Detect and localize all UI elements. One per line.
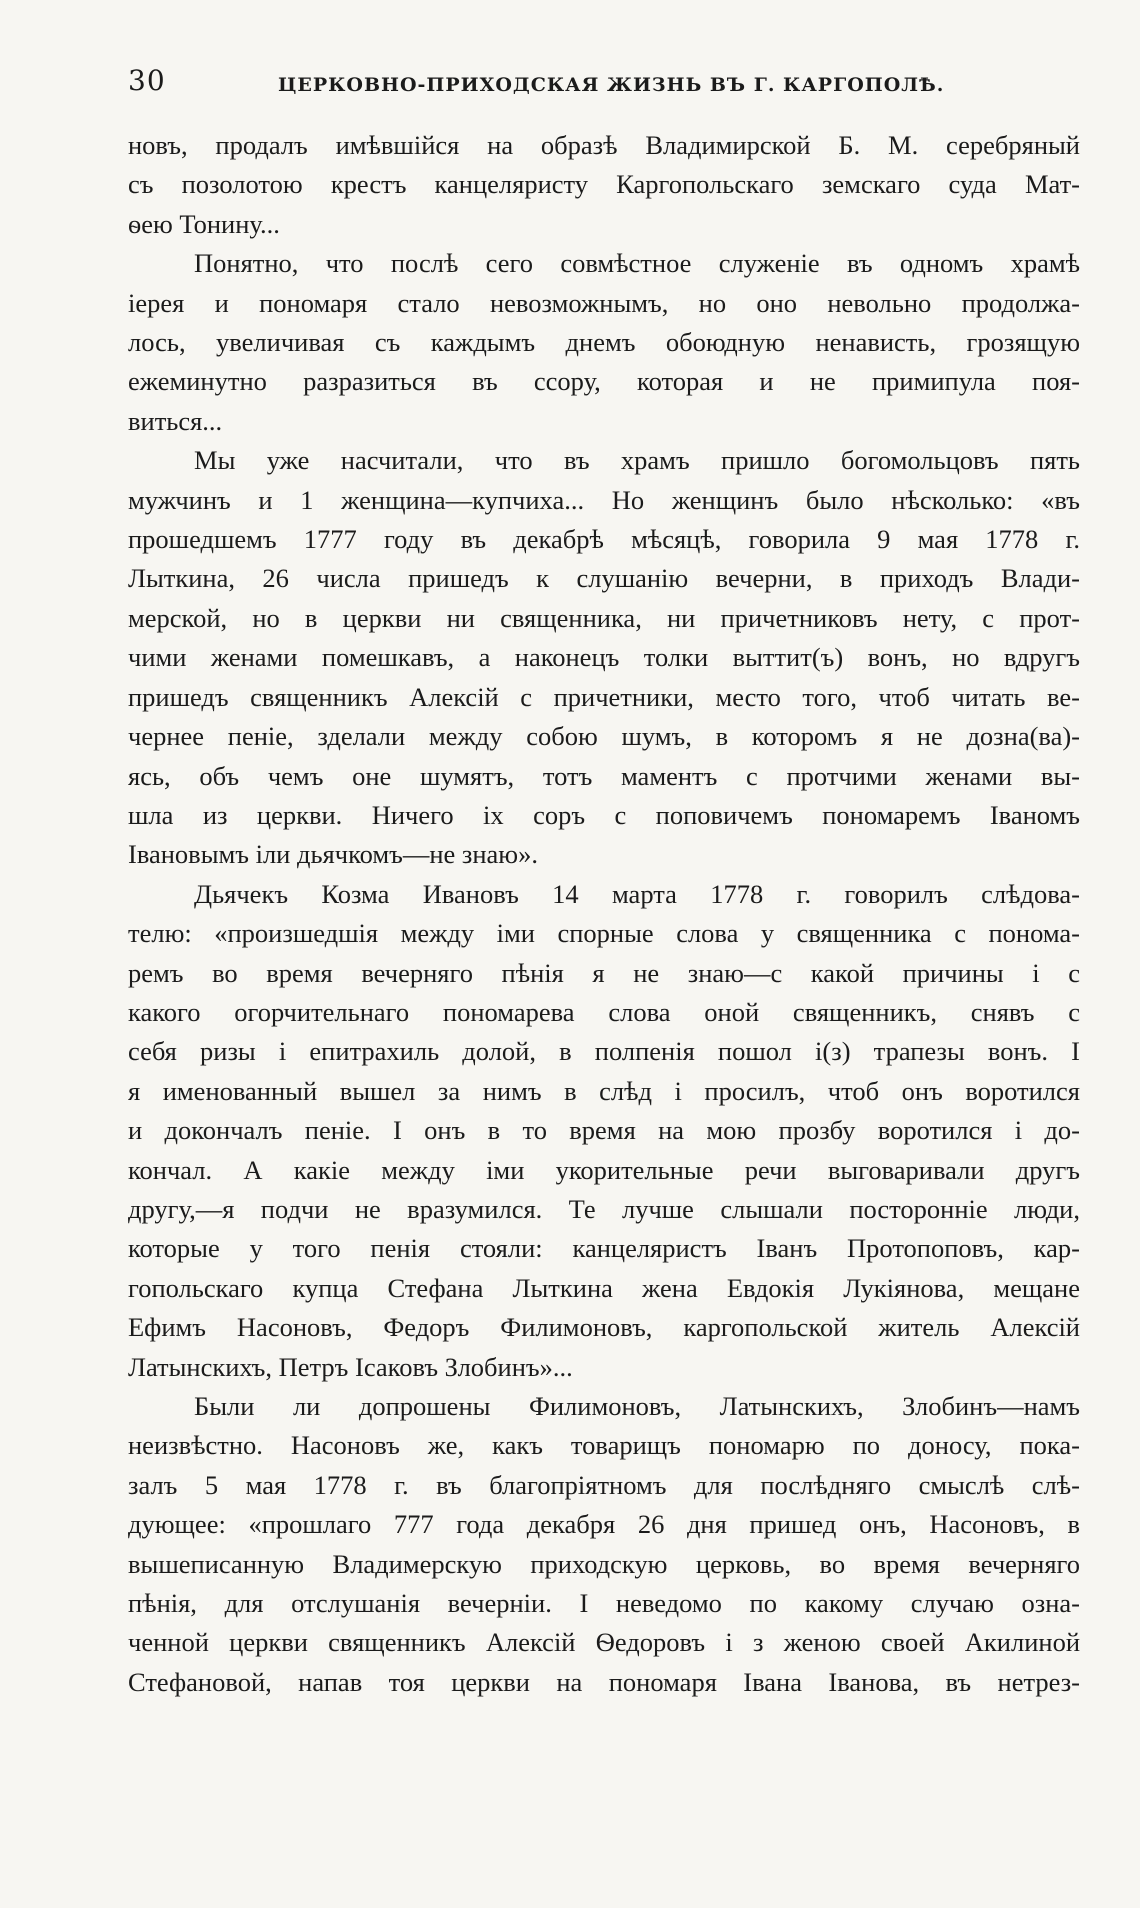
text-line: іерея и пономаря стало невозможнымъ, но оно невольно продолжа-	[128, 287, 1080, 318]
text-line: другу,—я подчи не вразумился. Те лучше слышали посторонніе люди,	[128, 1193, 1080, 1224]
text-line: лось, увеличивая съ каждымъ днемъ обоюдную ненависть, грозящую	[128, 327, 1080, 358]
text-line: себя ризы і епитрахиль долой, в полпенія пошол і(з) трапезы вонъ. І	[128, 1036, 1080, 1067]
text-line: шла из церкви. Ничего іх соръ с поповичемъ пономаремъ Іваномъ	[128, 799, 1080, 830]
running-title: ЦЕРКОВНО-ПРИХОДСКАЯ ЖИЗНЬ ВЪ Г. КАРГОПОЛѢ.	[278, 74, 945, 96]
paragraph	[128, 441, 1080, 874]
text-line: ченной церкви священникъ Алексій Ѳедоровъ і з женою своей Акилиной	[128, 1627, 1080, 1658]
text-line: съ позолотою крестъ канцеляристу Каргопольскаго земскаго суда Мат-	[128, 169, 1080, 200]
text-line: ремъ во время вечерняго пѣнія я не знаю—с какой причины і с	[128, 957, 1080, 988]
text-line: прошедшемъ 1777 году въ декабрѣ мѣсяцѣ, говорила 9 мая 1778 г.	[128, 524, 1080, 555]
text-line: телю: «произшедшія между іми спорные слова у священника с понома-	[128, 918, 1080, 949]
text-line: Латынскихъ, Петръ Ісаковъ Злобинъ»...	[128, 1351, 573, 1382]
book-page	[128, 64, 1080, 1864]
text-line: Стефановой, напав тоя церкви на пономаря Івана Іванова, въ нетрез-	[128, 1666, 1080, 1697]
text-line: чернее пеніе, зделали между собою шумъ, в которомъ я не дозна(ва)-	[128, 721, 1080, 752]
page-number: 30	[128, 64, 166, 97]
text-line: я именованный вышел за нимъ в слѣд і просилъ, чтоб онъ воротился	[128, 1075, 1080, 1106]
body-text	[128, 126, 1080, 1702]
text-line: неизвѣстно. Насоновъ же, какъ товарищъ пономарю по доносу, пока-	[128, 1430, 1080, 1461]
text-line: которые у того пенія стояли: канцеляристъ Іванъ Протопоповъ, кар-	[128, 1233, 1080, 1264]
text-line: кончал. А какіе между іми укорительные речи выговаривали другъ	[128, 1154, 1080, 1185]
text-line: Лыткина, 26 числа пришедъ к слушанію вечерни, в приходъ Влади-	[128, 563, 1080, 594]
text-line: пѣнія, для отслушанія вечерніи. І неведомо по какому случаю озна-	[128, 1588, 1080, 1619]
text-line: дующее: «прошлаго 777 года декабря 26 дня пришед онъ, Насоновъ, в	[128, 1509, 1080, 1540]
text-line: вышеписанную Владимерскую приходскую церковь, во время вечерняго	[128, 1548, 1080, 1579]
text-line: мерской, но в церкви ни священника, ни причетниковъ нету, с прот-	[128, 602, 1080, 633]
paragraph	[128, 875, 1080, 1387]
text-line: мужчинъ и 1 женщина—купчиха... Но женщинъ было нѣсколько: «въ	[128, 484, 1080, 515]
text-line: Дьячекъ Козма Ивановъ 14 марта 1778 г. говорилъ слѣдова-	[194, 878, 1080, 909]
paragraph	[128, 126, 1080, 244]
text-line: Были ли допрошены Филимоновъ, Латынскихъ, Злобинъ—намъ	[194, 1391, 1080, 1421]
text-line: залъ 5 мая 1778 г. въ благопріятномъ для послѣдняго смыслѣ слѣ-	[128, 1469, 1080, 1500]
text-line: ежеминутно разразиться въ ссору, которая и не примипула поя-	[128, 366, 1080, 397]
text-line: Понятно, что послѣ сего совмѣстное служеніе въ одномъ храмѣ	[194, 248, 1080, 279]
text-line: новъ, продалъ имѣвшійся на образѣ Владимирской Б. М. серебряный	[128, 130, 1080, 160]
text-line: гопольскаго купца Стефана Лыткина жена Евдокія Лукіянова, мещане	[128, 1272, 1080, 1303]
text-line: чими женами помешкавъ, а наконецъ толки выттит(ъ) вонъ, но вдругъ	[128, 642, 1080, 673]
text-line: ѳею Тонину...	[128, 208, 280, 239]
text-line: Івановымъ іли дьячкомъ—не знаю».	[128, 839, 538, 870]
text-line: и докончалъ пеніе. І онъ в то время на мою прозбу воротился і до-	[128, 1115, 1080, 1146]
running-header	[128, 64, 1080, 108]
text-line: виться...	[128, 405, 223, 436]
text-line: ясь, объ чемъ оне шумятъ, тотъ маментъ с протчими женами вы-	[128, 760, 1080, 791]
paragraph	[128, 244, 1080, 441]
text-line: какого огорчительнаго пономарева слова оной священникъ, снявъ с	[128, 996, 1080, 1027]
text-line: пришедъ священникъ Алексій с причетники, место того, чтоб читать ве-	[128, 681, 1080, 712]
text-line: Мы уже насчитали, что въ храмъ пришло богомольцовъ пять	[194, 445, 1080, 476]
text-line: Ефимъ Насоновъ, Федоръ Филимоновъ, каргопольской житель Алексій	[128, 1312, 1080, 1343]
paragraph	[128, 1387, 1080, 1702]
